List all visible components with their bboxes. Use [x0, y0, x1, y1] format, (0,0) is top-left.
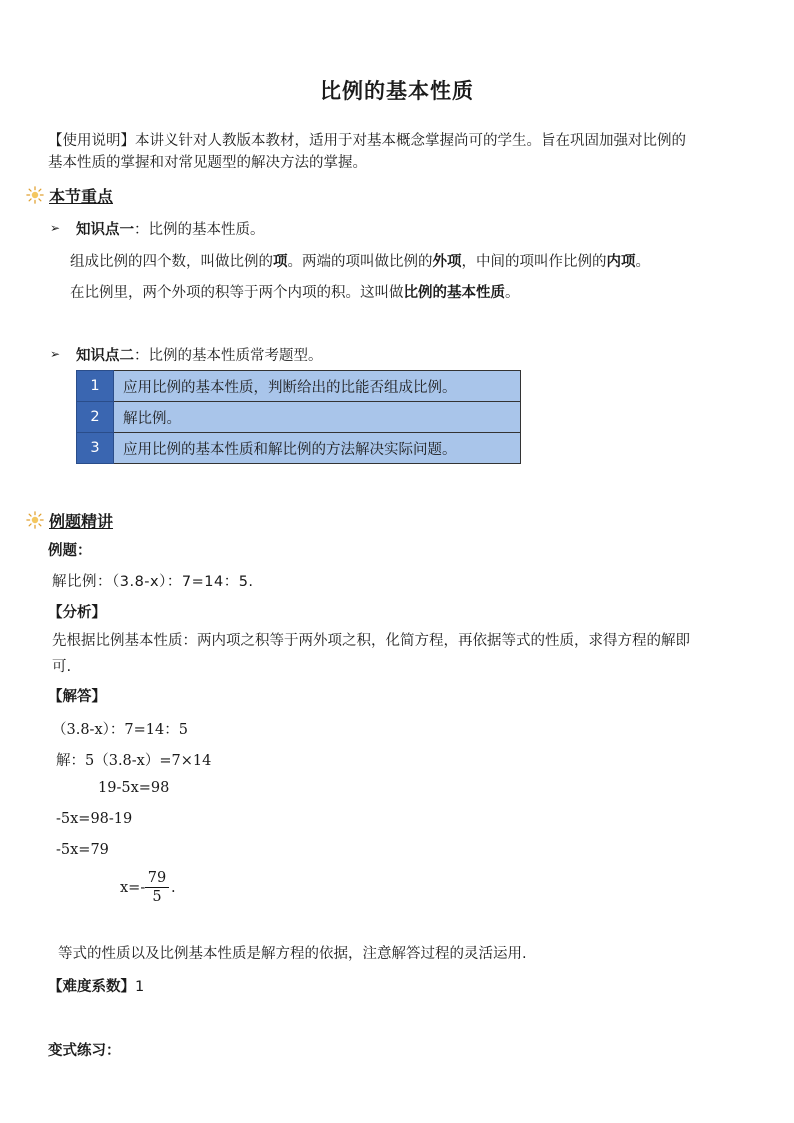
term-outer-item: 外项 [432, 254, 462, 270]
final-fraction [143, 870, 171, 905]
difficulty-value: 1 [135, 979, 145, 995]
table-row [77, 402, 521, 433]
step-1: （3.8-x）：7=14：5 [52, 722, 188, 738]
row-text: 解比例。 [114, 402, 521, 433]
point-2-text: ：比例的基本性质常考题型。 [134, 348, 323, 364]
text-segment: 。 [505, 285, 520, 301]
row-number: 1 [77, 371, 114, 402]
question-types-table [76, 370, 521, 464]
example-label: 例题： [48, 543, 92, 559]
difficulty-label: 【难度系数】 [48, 979, 135, 995]
point-1-property [70, 282, 520, 304]
fraction-denominator: 5 [152, 889, 162, 905]
section-heading-examples: 例题精讲 [49, 512, 114, 531]
text-segment: 。 [635, 254, 650, 270]
text-segment: 在比例里，两个外项的积等于两个内项的积。这叫做 [70, 285, 404, 301]
final-prefix: x=- [120, 880, 146, 896]
comment: 等式的性质以及比例基本性质是解方程的依据，注意解答过程的灵活运用. [58, 946, 527, 962]
example-problem: 解比例：（3.8-x）：7=14：5. [52, 574, 254, 590]
point-1-definition [70, 251, 650, 273]
page-title: 比例的基本性质 [320, 79, 474, 103]
analysis-line-1: 先根据比例基本性质：两内项之积等于两外项之积，化简方程，再依据等式的性质，求得方程的解即 [52, 633, 690, 649]
point-1-text: ：比例的基本性质。 [134, 222, 265, 238]
point-1 [76, 219, 265, 241]
term-basic-property: 比例的基本性质 [403, 285, 505, 301]
intro-line-1: 【使用说明】本讲义针对人教版本教材，适用于对基本概念掌握尚可的学生。旨在巩固加强对比例的 [48, 133, 686, 149]
point-2 [76, 345, 323, 367]
fraction-numerator: 79 [147, 870, 167, 886]
point-2-label: 知识点二 [76, 348, 134, 364]
table-row [77, 433, 521, 464]
step-3: 19-5x=98 [98, 780, 170, 796]
answer-label: 【解答】 [48, 689, 106, 705]
row-number: 2 [77, 402, 114, 433]
table-row [77, 371, 521, 402]
intro-line-2: 基本性质的掌握和对常见题型的解决方法的掌握。 [48, 155, 367, 171]
difficulty [48, 976, 144, 998]
practice-label: 变式练习： [48, 1043, 121, 1059]
row-text: 应用比例的基本性质和解比例的方法解决实际问题。 [114, 433, 521, 464]
section-heading-key-points: 本节重点 [49, 187, 114, 206]
term-inner-item: 内项 [606, 254, 636, 270]
step-4: -5x=98-19 [56, 811, 133, 827]
fraction-bar [145, 887, 169, 888]
final-suffix: . [171, 880, 176, 896]
text-segment: ，中间的项叫作比例的 [461, 254, 607, 270]
analysis-line-2: 可. [52, 659, 72, 675]
sun-icon [26, 186, 44, 204]
row-number: 3 [77, 433, 114, 464]
arrow-right-icon: ➢ [50, 221, 61, 235]
text-segment: 。两端的项叫做比例的 [287, 254, 433, 270]
step-5: -5x=79 [56, 842, 109, 858]
arrow-right-icon: ➢ [50, 347, 61, 361]
point-1-label: 知识点一 [76, 222, 134, 238]
row-text: 应用比例的基本性质，判断给出的比能否组成比例。 [114, 371, 521, 402]
step-2: 解：5（3.8-x）=7×14 [56, 753, 212, 769]
text-segment: 组成比例的四个数，叫做比例的 [70, 254, 273, 270]
term-item: 项 [273, 254, 288, 270]
sun-icon [26, 511, 44, 529]
analysis-label: 【分析】 [48, 605, 106, 621]
